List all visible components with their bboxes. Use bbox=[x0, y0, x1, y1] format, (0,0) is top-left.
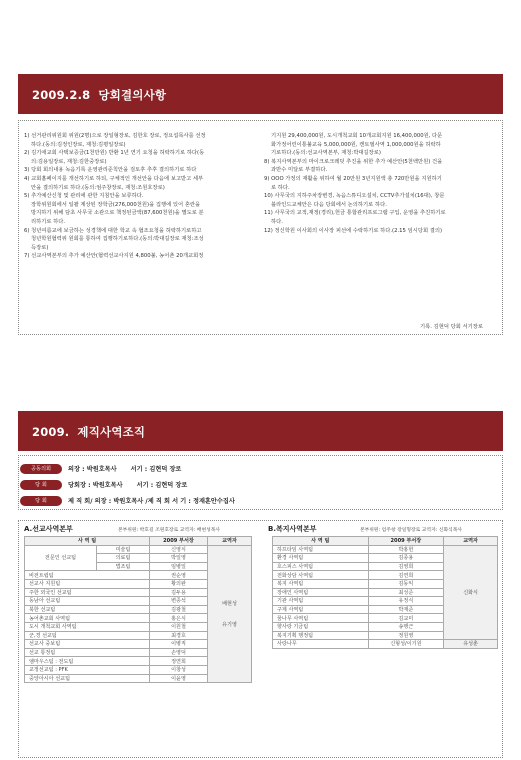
leader-cell: 권순영 bbox=[150, 571, 208, 580]
note-line: 하다. bbox=[271, 218, 283, 225]
mission-table bbox=[24, 536, 252, 683]
leader-cell: 김광철 bbox=[150, 605, 208, 614]
team-cell: 환경 사역팀 bbox=[273, 554, 369, 563]
leader-cell: 홍은식 bbox=[150, 614, 208, 623]
team-cell: 비전트립팀 bbox=[25, 571, 150, 580]
team-cell: 호스피스 사역팀 bbox=[273, 562, 369, 571]
resolutions-right-column bbox=[264, 132, 496, 235]
note-line: 기지원 29,400,000원, 도시개척교회 10개교회지원 16,400,000원, 다문 bbox=[271, 133, 443, 139]
title-year: 2009. bbox=[32, 425, 70, 439]
note-line: 득장로) bbox=[31, 244, 49, 251]
org-text: 당회장 : 박원호목사 bbox=[68, 482, 123, 489]
note-line: 기로하다.(동의:선교사역본부, 재청:박대길장로) bbox=[271, 150, 381, 157]
resolutions-left-column bbox=[24, 132, 248, 261]
signature: 기록. 김현덕 당회 서기장로 bbox=[420, 324, 484, 330]
welfare-table bbox=[272, 536, 498, 649]
org-row-session bbox=[20, 479, 187, 490]
welfare-meta: 본부위원: 엄주창 장일형장로 교역자: 신화식목사 bbox=[360, 528, 463, 533]
leader-cell: 김동익 bbox=[368, 579, 444, 588]
table-row bbox=[25, 545, 252, 554]
note-line: 화가정어린이통불교육 5,000,000원, 캔토필사역 1,000,000원을 허락하 bbox=[271, 141, 441, 148]
team-cell: 장애인 사역팀 bbox=[273, 588, 369, 597]
leader-cell: 신영식 bbox=[150, 545, 208, 554]
leader-cell: 이창성 bbox=[150, 665, 208, 674]
team-cell: 선교사 지원팀 bbox=[25, 579, 150, 588]
team-cell: 군,경 선교팀 bbox=[25, 631, 150, 640]
team-cell: 미술팀 bbox=[97, 545, 150, 554]
note-line: 12) 정신학원 이사회의 이사장 피선에 수락하기로 하다.(2.15 임시당회 결의) bbox=[264, 227, 443, 234]
note-line: 1) 선거관리위원회 위원(2명)으로 장일형장로, 김한호 장로, 정요섭목사를 선정 bbox=[24, 133, 206, 139]
note-line: 청년학원협력위 원회를 통하여 집행하기로하다.(동의:박대길장로 재청:조성 bbox=[31, 236, 204, 243]
note-line: 장학위원회에서 일괄 계상된 장학금(276,000천원)을 집행에 있어 혼란을 bbox=[31, 201, 201, 208]
org-badge: 당 회 bbox=[20, 480, 62, 490]
org-badge: 당 회 bbox=[20, 496, 62, 506]
leader-cell: 신형성/이기원 bbox=[368, 640, 444, 649]
leader-cell: 이원철 bbox=[150, 622, 208, 631]
team-cell: 농어촌교회 사역팀 bbox=[25, 614, 150, 623]
note-line: 3) 당회 회의내용 녹음기록 운영관리준칙안을 검토후 추후 결의하기로 하다 bbox=[24, 167, 197, 174]
note-line: 블라인드교체안은 다음 당회에서 논의하기로 하다. bbox=[271, 201, 387, 208]
note-line: 리하기로 하다. bbox=[31, 218, 66, 225]
pastor-cell bbox=[208, 545, 252, 683]
team-cell: 기관 사역팀 bbox=[273, 597, 369, 606]
mission-meta: 본부위원: 박호길 조원호장로 교역자: 배현성목사 bbox=[118, 528, 221, 533]
note-line: 6) 청년여름교에 보금하는 성경책에 대한 학교 속 협조요청을 허락하기로하고 bbox=[24, 227, 202, 234]
leader-cell: 이윤영 bbox=[150, 674, 208, 683]
leader-cell: 김종용 bbox=[368, 554, 444, 563]
leader-cell: 김연희 bbox=[368, 571, 444, 580]
note-line: 로 하다. bbox=[271, 184, 290, 191]
note-line: 2) 김기애교회 사택보증금(1천만원) 반환 1년 연기 요청을 허락하기로 하다(동 bbox=[24, 150, 205, 157]
leader-cell: 정원영 bbox=[368, 631, 444, 640]
leader-cell: 이병직 bbox=[150, 640, 208, 649]
team-cell: 구제 사역팀 bbox=[273, 605, 369, 614]
team-cell: 엠마우스팀 : 전도팀 bbox=[25, 657, 150, 666]
leader-cell: 박일영 bbox=[150, 554, 208, 563]
table-header-row bbox=[273, 537, 498, 546]
org-row-congregation bbox=[20, 463, 181, 474]
note-line: 9) OOO 가정의 재활을 위하여 월 20만원 3년지원액 총 720만원을 지원하기 bbox=[264, 175, 442, 182]
org-text-secretary: 서기 : 김현덕 장로 bbox=[136, 482, 188, 489]
team-cell: 교정선교팀 : PFK bbox=[25, 665, 150, 674]
header-leader: 2009 부서장 bbox=[368, 537, 444, 546]
team-cell: 중앙아시아 선교팀 bbox=[25, 674, 150, 683]
team-cell: 의료팀 bbox=[97, 554, 150, 563]
org-text: 제 직 회/ 의장 : 박원호목사 /제 직 회 서 기 : 정재훈안수집사 bbox=[68, 498, 235, 505]
title-text: 당회결의사항 bbox=[98, 88, 167, 102]
leader-cell: 박홍헌 bbox=[368, 545, 444, 554]
leader-cell: 최성준 bbox=[368, 588, 444, 597]
leader-cell: 송행근 bbox=[368, 622, 444, 631]
org-text: 의장 : 박원호목사 bbox=[68, 466, 117, 473]
team-cell: 전화상담 사역팀 bbox=[273, 571, 369, 580]
team-cell: 동남아 선교팀 bbox=[25, 597, 150, 606]
team-cell: 사랑나무 bbox=[273, 640, 369, 649]
note-line: 8) 복지사역본부의 마이크로크레딧 추진을 위한 추가 예산안(5천백만원) 건을 bbox=[264, 158, 443, 165]
team-cell: 꿈나무 사역팀 bbox=[273, 614, 369, 623]
section-title bbox=[32, 87, 166, 103]
header-team: 사 역 팀 bbox=[25, 537, 150, 546]
team-cell: 선교사 중보팀 bbox=[25, 640, 150, 649]
note-line: 11) 사무국의 교적,재정(경리),헌금 통합관리프로그램 구입, 운영을 추진하기로 bbox=[264, 210, 446, 217]
team-cell: 향사랑 기금팀 bbox=[273, 622, 369, 631]
leader-cell: 손영덕 bbox=[150, 648, 208, 657]
welfare-title: B.복지사역본부 bbox=[268, 525, 317, 533]
leader-cell: 최경호 bbox=[150, 631, 208, 640]
leader-cell: 황의완 bbox=[150, 579, 208, 588]
team-cell: 북한 선교팀 bbox=[25, 605, 150, 614]
team-cell: 복지기획 행정팀 bbox=[273, 631, 369, 640]
table-row bbox=[273, 640, 498, 649]
section-banner-organization bbox=[18, 411, 503, 451]
pastor-name: 배현성 bbox=[222, 600, 237, 607]
pastor-name: 유기영 bbox=[222, 621, 237, 628]
note-line: 10) 사무국의 지하주차장변경, 녹음스튜디오설치, CCTV추가설치(16대), 창문 bbox=[264, 193, 445, 200]
header-team: 사 역 팀 bbox=[273, 537, 369, 546]
note-line: 하다.(동의:김정인장로, 재청:김평일장로) bbox=[31, 141, 126, 148]
header-pastor: 교역자 bbox=[208, 537, 252, 546]
section-title bbox=[32, 424, 145, 440]
team-cell: 복지 사역팀 bbox=[273, 579, 369, 588]
note-line: 4) 교회홈페이지를 개선하기로 하되, 구체적인 개선안을 다음에 보고받고 세부 bbox=[24, 175, 204, 182]
leader-cell: 정연희 bbox=[150, 657, 208, 666]
team-cell: 도시 개척교회 사역팀 bbox=[25, 622, 150, 631]
team-cell: 전문인 선교팀 bbox=[25, 545, 97, 571]
team-cell: 선교 통정팀 bbox=[25, 648, 150, 657]
note-line: 의:김용일장로, 재청:김한중장로) bbox=[31, 158, 107, 165]
note-line: 안을 결의하기로 하다.(동의:엄주창장로, 재청:조원호장로) bbox=[31, 184, 165, 191]
team-cell: 하프타임 사역팀 bbox=[273, 545, 369, 554]
team-cell: 법조팀 bbox=[97, 562, 150, 571]
note-line: 방지하기 위해 담초 사무국 소관으로 책정된금액(87,600천원)을 별도로 분 bbox=[31, 210, 204, 217]
org-row-deacons bbox=[20, 495, 235, 506]
table-header-row bbox=[25, 537, 252, 546]
leader-cell: 임병일 bbox=[150, 562, 208, 571]
note-line: 과반수 미달로 부결하다. bbox=[271, 167, 328, 174]
org-badge: 공동의회 bbox=[20, 464, 62, 474]
section-banner-resolutions bbox=[18, 74, 503, 114]
note-line: 7) 선교사역본부의 추가 예산안(협력선교사지원 4,800불, 농어촌 20개교회정 bbox=[24, 253, 204, 260]
header-pastor: 교역자 bbox=[444, 537, 498, 546]
table-row bbox=[273, 545, 498, 554]
title-text: 제직사역조직 bbox=[77, 425, 146, 439]
leader-cell: 유정식 bbox=[368, 597, 444, 606]
org-text-secretary: 서기 : 김현덕 장로 bbox=[130, 466, 182, 473]
mission-title: A.선교사역본부 bbox=[24, 525, 73, 533]
pastor-cell: 유성춘 bbox=[444, 640, 498, 649]
leader-cell: 박재준 bbox=[368, 605, 444, 614]
team-cell: 주한 외국인 선교팀 bbox=[25, 588, 150, 597]
leader-cell: 변종석 bbox=[150, 597, 208, 606]
leader-cell: 김교미 bbox=[368, 614, 444, 623]
note-line: 5) 추가예산신청 및 관리에 관한 지침안을 보류하다. bbox=[24, 193, 144, 200]
pastor-cell: 신화식 bbox=[444, 545, 498, 640]
leader-cell: 김두용 bbox=[150, 588, 208, 597]
header-leader: 2009 부서장 bbox=[150, 537, 208, 546]
title-date: 2009.2.8 bbox=[32, 88, 91, 102]
leader-cell: 김영희 bbox=[368, 562, 444, 571]
